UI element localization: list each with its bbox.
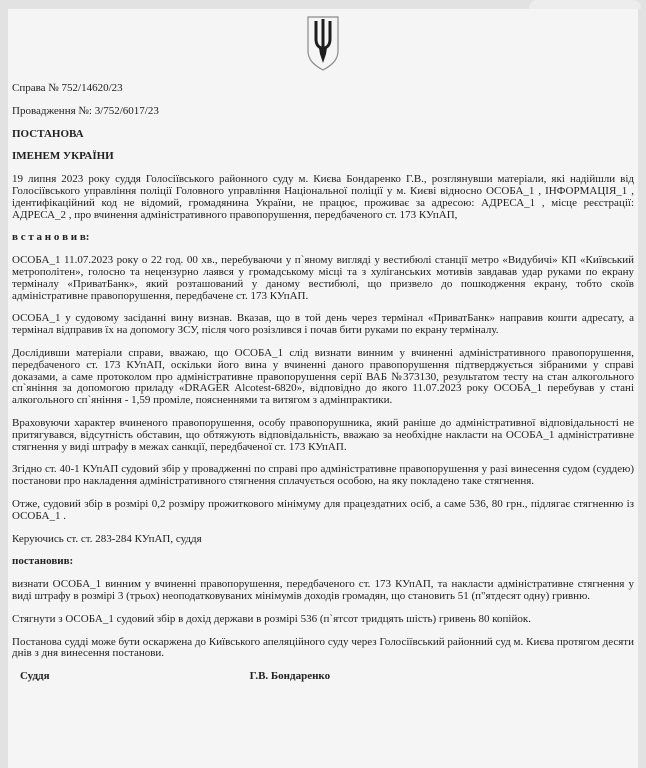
intro-paragraph: 19 липня 2023 року суддя Голосіївського районного суду м. Києва Бондаренко Г.В., розглянувши матеріали, які надійшли від Голосіївського управління поліції Головного управління Національної поліції у м. Києві відносно ОСОБА_1 , ІНФОРМАЦІЯ_1 , ідентифікаційний код не відомий, громадянина України, не працює, проживає за адресою: АДРЕСА_1 , місце реєстрації: АДРЕСА_2 , про вчинення адміністративного правопорушення, передбаченого ст. 173 КУпАП, bbox=[12, 173, 634, 221]
established-paragraph-1: ОСОБА_1 11.07.2023 року о 22 год. 00 хв., перебуваючи у п`яному вигляді у вестибюлі станції метро «Видубичі» КП «Київський метрополітен», голосно та нецензурно лаявся у громадському місці та з хуліганських мотивів завдавав удар руками по екрану терміналу «ПриватБанк», який розташований у даному вестибюлі, що призвело до пошкодження екрану, тобто скоїв адміністративне правопорушення, передбачене ст. 173 КУпАП. bbox=[12, 254, 634, 302]
resolved-paragraph-1: визнати ОСОБА_1 винним у вчиненні правопорушення, передбаченого ст. 173 КУпАП, та накласти адміністративне стягнення у виді штрафу в розмірі 3 (трьох) неоподатковуваних мінімумів доходів громадян, що становить 51 (п"ятдесят одну) гривню. bbox=[12, 578, 634, 602]
top-right-tab bbox=[529, 0, 641, 9]
signature-row bbox=[12, 671, 634, 683]
established-heading: в с т а н о в и в: bbox=[12, 231, 90, 244]
established-paragraph-3: Дослідивши матеріали справи, вважаю, що ОСОБА_1 слід визнати винним у вчиненні адміністративного правопорушення, передбаченого ст. 173 КУпАП, оскільки його вина у вчиненні даного правопорушення підтверджується зібраними у справі доказами, а саме протоколом про адміністративне правопорушення серії ВАБ №373130, результатом тесту на стан алкогольного сп`яніння за допомогою приладу «DRAGER Alcotest-6820», відповідно до якого 11.07.2023 року ОСОБА_1 перебував у стані алкогольного сп`яніння - 1,59 проміле, поясненнями та витягом з адмінпрактики. bbox=[12, 346, 634, 407]
court-decision-document bbox=[8, 9, 638, 768]
established-paragraph-4: Враховуючи характер вчиненого правопорушення, особу правопорушника, який раніше до адміністративної відповідальності не притягувався, відсутність обставин, що обтяжують відповідальність, вважаю за необхідне накласти на ОСОБА_1 адміністративне стягнення у виді штрафу в межах санкції, передбаченої ст. 173 КУпАП. bbox=[12, 416, 634, 453]
resolved-paragraph-2: Стягнути з ОСОБА_1 судовий збір в дохід держави в розмірі 536 (п`ятсот тридцять шість) гривень 80 копійок. bbox=[12, 612, 531, 625]
signature-name: Г.В. Бондаренко bbox=[249, 670, 331, 683]
resolved-heading: постановив: bbox=[12, 555, 74, 568]
case-number: Справа № 752/14620/23 bbox=[12, 82, 123, 94]
established-paragraph-5: Згідно ст. 40-1 КУпАП судовий збір у провадженні по справі про адміністративне правопорушення у разі винесення судом (суддею) постанови про накладення адміністративного стягнення сплачується особою, на яку покладено таке стягнення. bbox=[12, 463, 634, 488]
proceeding-number: Провадження №: 3/752/6017/23 bbox=[12, 104, 159, 117]
resolved-paragraph-3: Постанова судді може бути оскаржена до Київського апеляційного суду через Голосіївський районний суд м. Києва протягом десяти днів з дня винесення постанови. bbox=[12, 635, 634, 660]
established-paragraph-2: ОСОБА_1 у судовому засіданні вину визнав. Вказав, що в той день через термінал «ПриватБанк» направив кошти адресату, а термінал відправив їх на допомогу ЗСУ, після чого розізлився і почав бити руками по екрану терміналу. bbox=[12, 312, 634, 337]
document-subtitle: ІМЕНЕМ УКРАЇНИ bbox=[12, 150, 114, 163]
ukraine-coat-of-arms-icon bbox=[12, 15, 634, 73]
established-paragraph-7: Керуючись ст. ст. 283-284 КУпАП, суддя bbox=[12, 532, 202, 545]
signature-role: Суддя bbox=[20, 670, 50, 683]
document-title: ПОСТАНОВА bbox=[12, 127, 84, 140]
established-paragraph-6: Отже, судовий збір в розмірі 0,2 розміру прожиткового мінімуму для працездатних осіб, а саме 536, 80 грн., підлягає стягненню із ОСОБА_1 . bbox=[12, 497, 634, 522]
